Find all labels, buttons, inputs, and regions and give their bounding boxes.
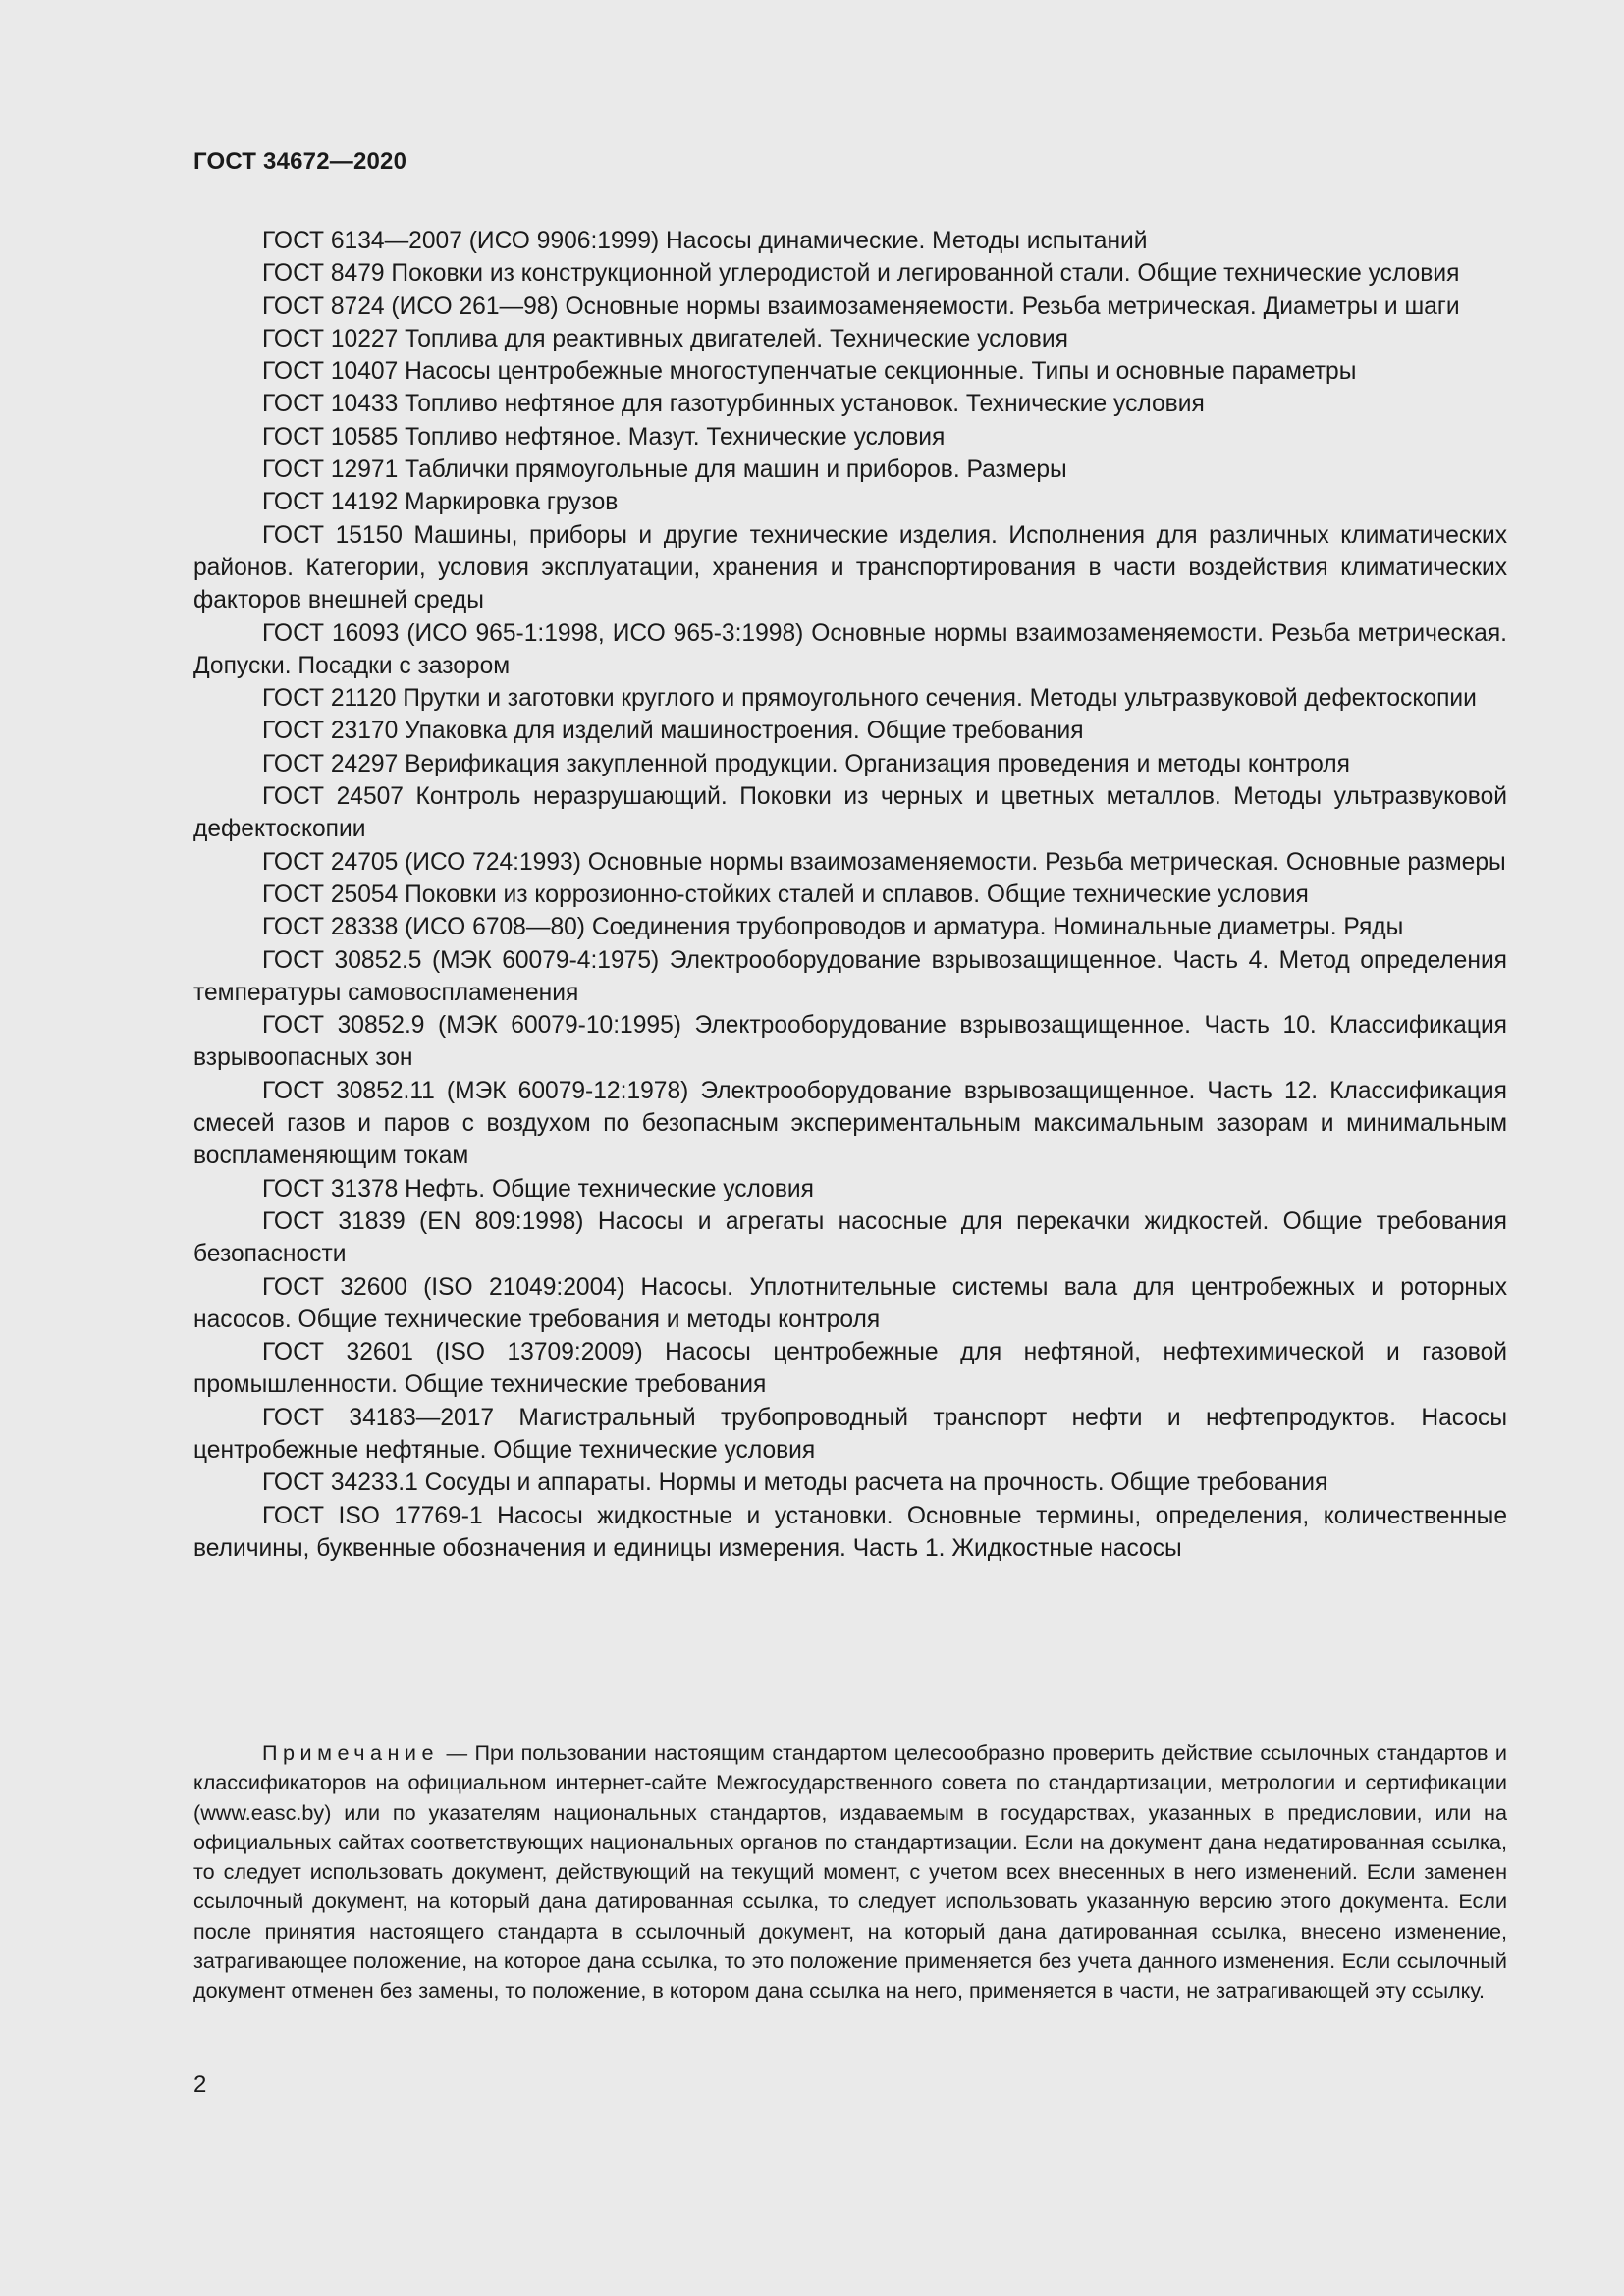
- reference-item: ГОСТ 23170 Упаковка для изделий машиностроения. Общие требования: [262, 718, 1084, 745]
- reference-item: ГОСТ 30852.11 (МЭК 60079-12:1978) Электрооборудование взрывозащищенное. Часть 12. Классификация смесей газов и паров с воздухом по безопасным экспериментальным максимальным зазорам и минимальным воспламеняющим токам: [193, 1077, 1507, 1170]
- reference-item: ГОСТ 8724 (ИСО 261—98) Основные нормы взаимозаменяемости. Резьба метрическая. Диаметры и шаги: [262, 293, 1460, 320]
- reference-item: ГОСТ 30852.5 (МЭК 60079-4:1975) Электрооборудование взрывозащищенное. Часть 4. Метод определения температуры самовоспламенения: [193, 946, 1507, 1006]
- reference-item: ГОСТ 16093 (ИСО 965-1:1998, ИСО 965-3:1998) Основные нормы взаимозаменяемости. Резьба метрическая. Допуски. Посадки с зазором: [193, 619, 1507, 679]
- reference-item: ГОСТ 15150 Машины, приборы и другие технические изделия. Исполнения для различных климатических районов. Категории, условия эксплуатации, хранения и транспортирования в части воздействия климатических факторов внешней среды: [193, 521, 1507, 614]
- reference-item: ГОСТ 10407 Насосы центробежные многоступенчатые секционные. Типы и основные параметры: [262, 358, 1357, 386]
- reference-item: ГОСТ 8479 Поковки из конструкционной углеродистой и легированной стали. Общие технические условия: [262, 260, 1460, 288]
- page-number: 2: [193, 2071, 207, 2098]
- reference-item: ГОСТ 24297 Верификация закупленной продукции. Организация проведения и методы контроля: [262, 750, 1350, 777]
- document-header: ГОСТ 34672—2020: [193, 148, 407, 175]
- reference-item: ГОСТ 32601 (ISO 13709:2009) Насосы центробежные для нефтяной, нефтехимической и газовой промышленности. Общие технические требования: [193, 1339, 1507, 1399]
- reference-item: ГОСТ ISO 17769-1 Насосы жидкостные и установки. Основные термины, определения, количественные величины, буквенные обозначения и единицы измерения. Часть 1. Жидкостные насосы: [193, 1502, 1507, 1562]
- reference-item: ГОСТ 24507 Контроль неразрушающий. Поковки из черных и цветных металлов. Методы ультразвуковой дефектоскопии: [193, 783, 1507, 843]
- note-paragraph: [193, 1738, 1507, 2006]
- reference-item: ГОСТ 14192 Маркировка грузов: [262, 489, 619, 516]
- note-text: — При пользовании настоящим стандартом целесообразно проверить действие ссылочных стандартов и классификаторов на официальном интернет-сайте Межгосударственного совета по стандартизации, метрологии и сертификации (www.easc.by) или по указателям национальных стандартов, издаваемым в государствах, указанных в предисловии, или на официальных сайтах соответствующих национальных органов по стандартизации. Если на документ дана недатированная ссылка, то следует использовать документ, действующий на текущий момент, с учетом всех внесенных в него изменений. Если заменен ссылочный документ, на который дана датированная ссылка, то следует использовать указанную версию этого документа. Если после принятия настоящего стандарта в ссылочный документ, на который дана датированная ссылка, внесено изменение, затрагивающее положение, на которое дана ссылка, то это положение применяется без учета данного изменения. Если ссылочный документ отменен без замены, то положение, в котором дана ссылка на него, применяется в части, не затрагивающей эту ссылку.: [193, 1740, 1507, 2003]
- reference-item: ГОСТ 31378 Нефть. Общие технические условия: [262, 1175, 814, 1202]
- reference-item: ГОСТ 6134—2007 (ИСО 9906:1999) Насосы динамические. Методы испытаний: [262, 228, 1148, 254]
- reference-item: ГОСТ 28338 (ИСО 6708—80) Соединения трубопроводов и арматура. Номинальные диаметры. Ряды: [262, 914, 1404, 941]
- reference-item: ГОСТ 30852.9 (МЭК 60079-10:1995) Электрооборудование взрывозащищенное. Часть 10. Классификация взрывоопасных зон: [193, 1012, 1507, 1072]
- reference-item: ГОСТ 10585 Топливо нефтяное. Мазут. Технические условия: [262, 423, 946, 451]
- reference-item: ГОСТ 24705 (ИСО 724:1993) Основные нормы взаимозаменяемости. Резьба метрическая. Основные размеры: [262, 848, 1506, 876]
- reference-item: ГОСТ 10227 Топлива для реактивных двигателей. Технические условия: [262, 325, 1068, 352]
- reference-item: ГОСТ 10433 Топливо нефтяное для газотурбинных установок. Технические условия: [262, 391, 1205, 418]
- reference-item: ГОСТ 21120 Прутки и заготовки круглого и прямоугольного сечения. Методы ультразвуковой дефектоскопии: [262, 685, 1477, 713]
- normative-references-list: [193, 225, 1507, 1565]
- reference-item: ГОСТ 34183—2017 Магистральный трубопроводный транспорт нефти и нефтепродуктов. Насосы центробежные нефтяные. Общие технические условия: [193, 1404, 1507, 1464]
- reference-item: ГОСТ 12971 Таблички прямоугольные для машин и приборов. Размеры: [262, 456, 1067, 484]
- reference-item: ГОСТ 25054 Поковки из коррозионно-стойких сталей и сплавов. Общие технические условия: [262, 881, 1309, 908]
- reference-item: ГОСТ 32600 (ISO 21049:2004) Насосы. Уплотнительные системы вала для центробежных и роторных насосов. Общие технические требования и методы контроля: [193, 1273, 1507, 1333]
- reference-item: ГОСТ 31839 (EN 809:1998) Насосы и агрегаты насосные для перекачки жидкостей. Общие требования безопасности: [193, 1207, 1507, 1268]
- reference-item: ГОСТ 34233.1 Сосуды и аппараты. Нормы и методы расчета на прочность. Общие требования: [262, 1469, 1328, 1497]
- note-label: Примечание: [262, 1740, 439, 1765]
